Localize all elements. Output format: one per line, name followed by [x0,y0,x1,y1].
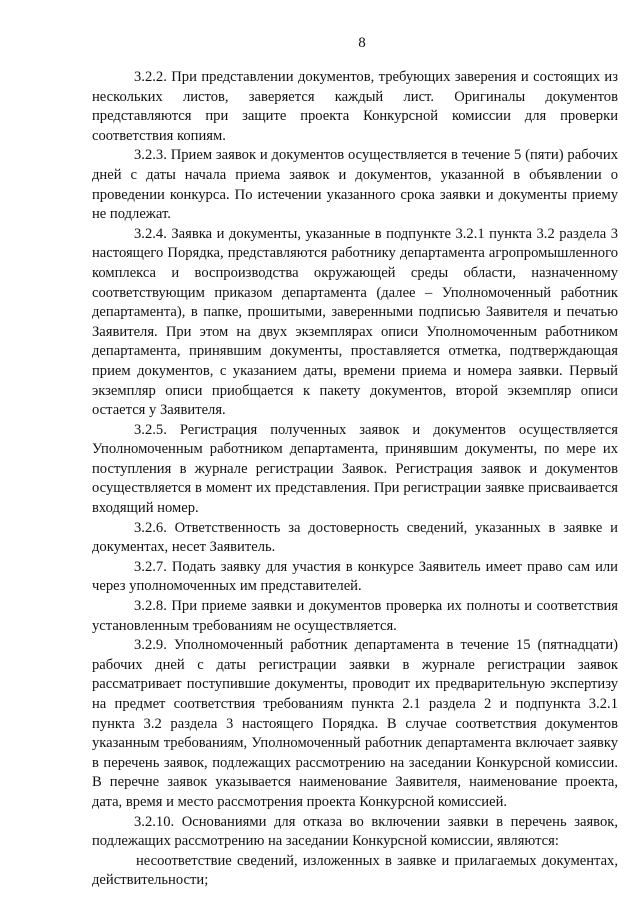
paragraph-3-2-6: 3.2.6. Ответственность за достоверность сведений, указанных в заявке и документах, несет Заявитель. [92,519,618,556]
paragraph-3-2-5: 3.2.5. Регистрация полученных заявок и документов осуществляется Уполномоченным работником департамента, принявшим документы, по мере их поступления в журнале регистрации Заявок. Регистрация заявок и документов осуществляется в момент их представления. При регистрации заявке присваивается входящий номер. [92,421,618,517]
paragraph-3-2-10: 3.2.10. Основаниями для отказа во включении заявки в перечень заявок, подлежащих рассмотрению на заседании Конкурсной комиссии, являются: [92,813,618,850]
page-number: 8 [358,35,366,51]
paragraph-3-2-3: 3.2.3. Прием заявок и документов осуществляется в течение 5 (пяти) рабочих дней с даты начала приема заявок и документов, указанной в объявлении о проведении конкурса. По истечении указанного срока заявки и документы приему не подлежат. [92,147,618,223]
paragraph-3-2-8: 3.2.8. При приеме заявки и документов проверка их полноты и соответствия установленным требованиям не осуществляется. [92,598,618,634]
paragraph-3-2-4: 3.2.4. Заявка и документы, указанные в подпункте 3.2.1 пункта 3.2 раздела 3 настоящего Порядка, представляются работнику департамента агропромышленного комплекса и воспроизводства окружающей среды области, назначенному соответствующим приказом департамента (далее – Уполномоченный работник департамента), в папке, прошитыми, заверенными подписью Заявителя и печатью Заявителя. При этом на двух экземплярах описи Уполномоченным работником департамента, принявшим документы, проставляется отметка, подтверждающая прием документов, с указанием даты, времени приема и номера заявки. Первый экземпляр описи приобщается к пакету документов, второй экземпляр описи остается у Заявителя. [92,225,618,419]
paragraph-3-2-9: 3.2.9. Уполномоченный работник департамента в течение 15 (пятнадцати) рабочих дней с даты регистрации заявки в журнале регистрации заявок рассматривает поступившие документы, проводит их предварительную экспертизу на предмет соответствия требованиям пункта 2.1 раздела 2 и подпункта 3.2.1 пункта 3.2 раздела 3 настоящего Порядка. В случае соответствия документов указанным требованиям, Уполномоченный работник департамента включает заявку в перечень заявок, подлежащих рассмотрению на заседании Конкурсной комиссии. В перечне заявок указывается наименование Заявителя, наименование проекта, дата, время и место рассмотрения проекта Конкурсной комиссией. [92,637,618,810]
paragraph-3-2-2: 3.2.2. При представлении документов, требующих заверения и состоящих из нескольких листов, заверяется каждый лист. Оригиналы документов представляются при защите проекта Конкурсной комиссии для проверки соответствия копиям. [92,69,618,144]
paragraph-3-2-7: 3.2.7. Подать заявку для участия в конкурсе Заявитель имеет право сам или через уполномоченных им представителей. [92,558,618,595]
list-item-inconsistency: несоответствие сведений, изложенных в заявке и прилагаемых документах, действительности; [92,852,618,889]
